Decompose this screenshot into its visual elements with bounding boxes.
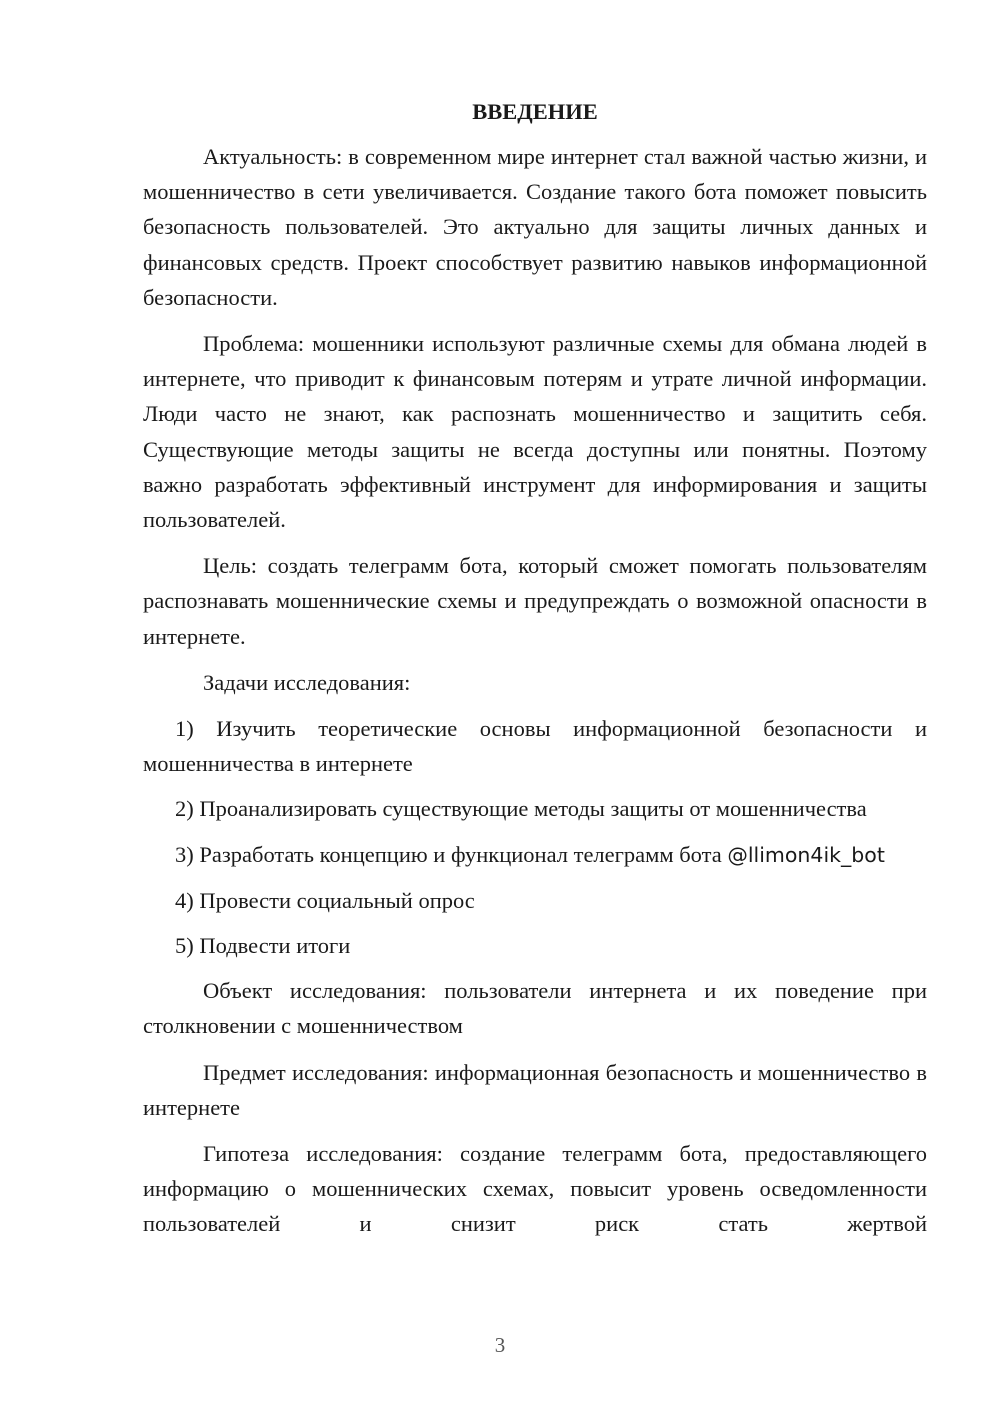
page-title: ВВЕДЕНИЕ xyxy=(472,99,598,124)
task-item-2: 2) Проанализировать существующие методы защиты от мошенничества xyxy=(175,796,867,822)
paragraph-goal: Цель: создать телеграмм бота, который сможет помогать пользователям распознавать мошеннические схемы и предупреждать о возможной опасности в интернете. xyxy=(143,553,927,649)
paragraph-problem: Проблема: мошенники используют различные схемы для обмана людей в интернете, что приводит к финансовым потерям и утрате личной информации. Люди часто не знают, как распознать мошенничество и защитить себя. Существующие методы защиты не всегда доступны или понятны. Поэтому важно разработать эффективный инструмент для информирования и защиты пользователей. xyxy=(143,331,927,533)
paragraph-hypothesis: Гипотеза исследования: создание телеграмм бота, предоставляющего информацию о мошеннических схемах, повысит уровень осведомленности пользователей и снизит риск стать жертвой xyxy=(143,1141,927,1237)
paragraph-object: Объект исследования: пользователи интернета и их поведение при столкновении с мошенничеством xyxy=(143,978,927,1039)
document-page xyxy=(143,94,927,1253)
paragraph-relevance: Актуальность: в современном мире интернет стал важной частью жизни, и мошенничество в сети увеличивается. Создание такого бота поможет повысить безопасность пользователей. Это актуально для защиты личных данных и финансовых средств. Проект способствует развитию навыков информационной безопасности. xyxy=(143,144,927,310)
tasks-heading: Задачи исследования: xyxy=(203,669,411,695)
task-item-4: 4) Провести социальный опрос xyxy=(175,887,475,913)
task-item-5: 5) Подвести итоги xyxy=(175,933,351,959)
paragraph-subject: Предмет исследования: информационная безопасность и мошенничество в интернете xyxy=(143,1059,927,1120)
bot-handle: @llimon4ik_bot xyxy=(727,842,885,867)
task-item-1: 1) Изучить теоретические основы информационной безопасности и мошенничества в интернете xyxy=(143,716,927,777)
task-item-3 xyxy=(143,837,927,873)
page-number: 3 xyxy=(494,1333,506,1357)
task-item-3-text: 3) Разработать концепцию и функционал телеграмм бота xyxy=(175,841,722,867)
